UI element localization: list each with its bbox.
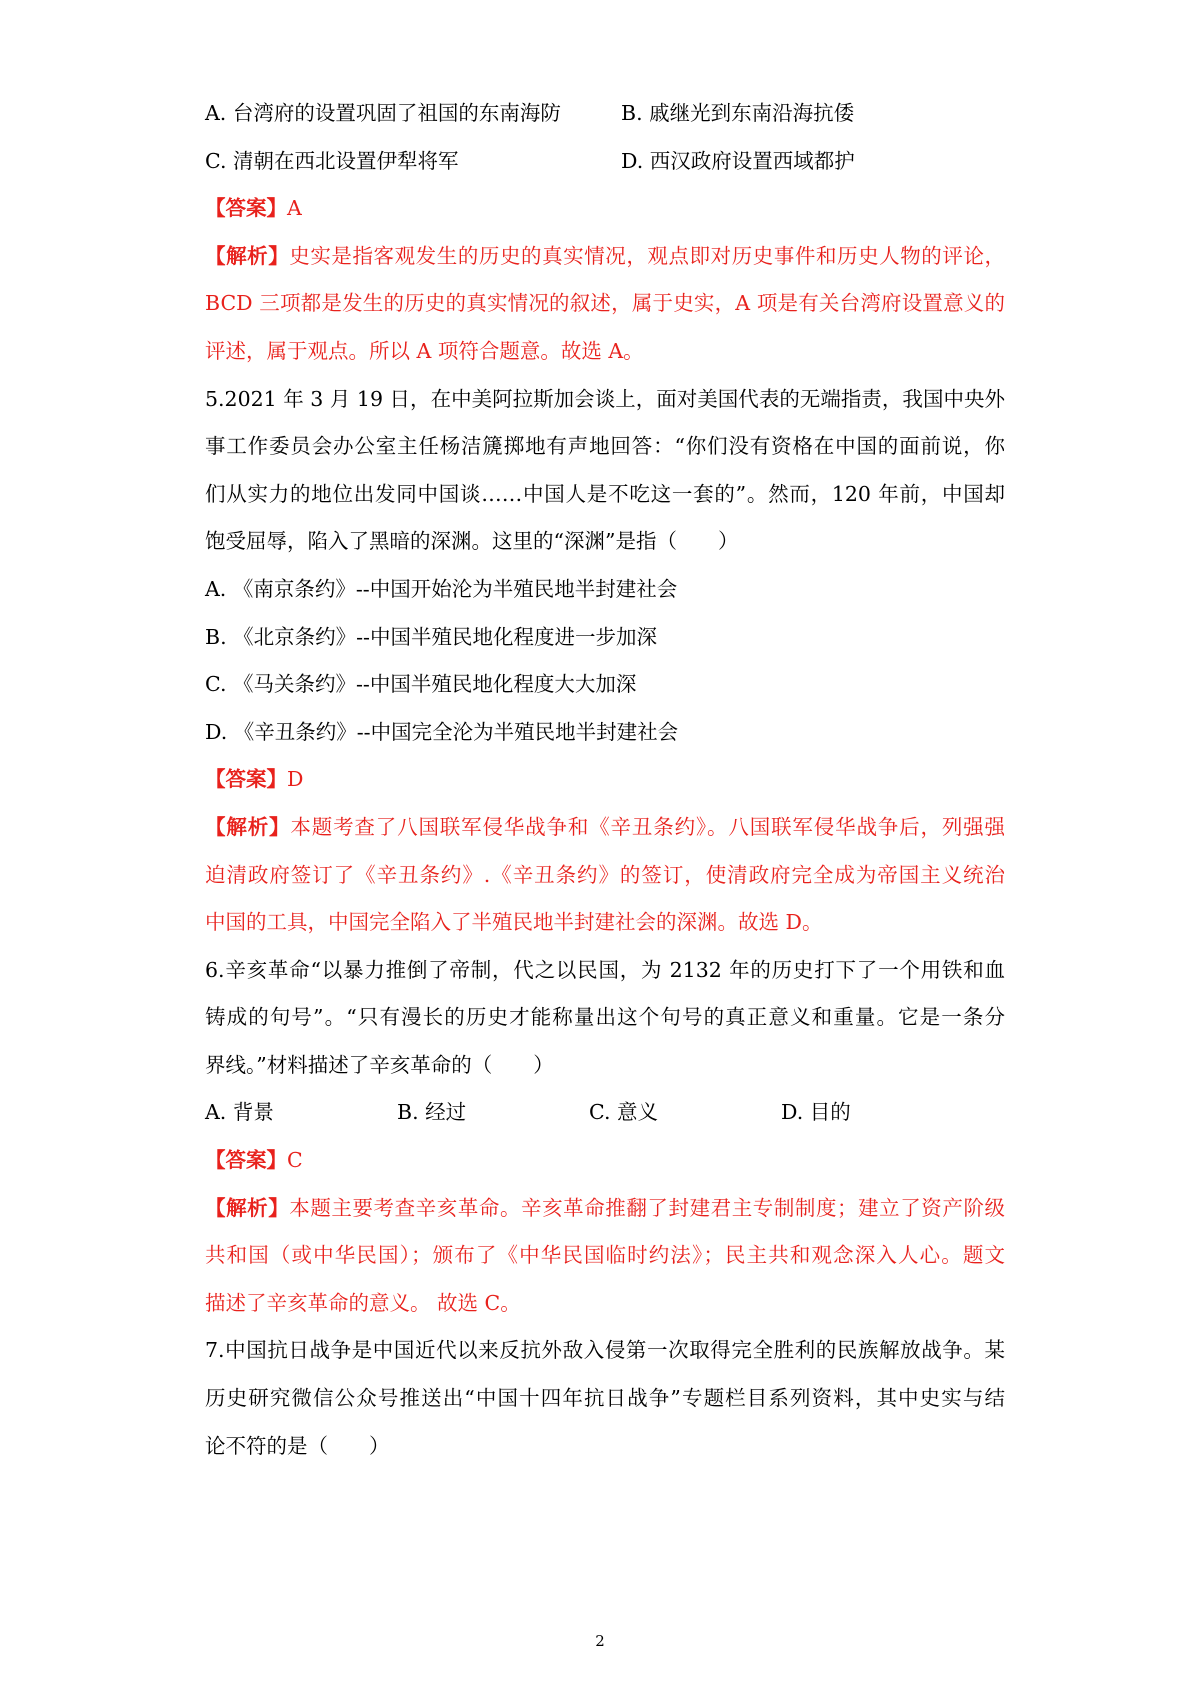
option-row [205,1089,1005,1137]
question-stem-line: 事工作委员会办公室主任杨洁篪掷地有声地回答：“你们没有资格在中国的面前说，你 [205,434,1005,459]
page-number: 2 [595,1632,605,1650]
question-stem-line: 饱受屈辱，陷入了黑暗的深渊。这里的“深渊”是指（ ） [205,529,739,554]
question-stem-line: 们从实力的地位出发同中国谈……中国人是不吃这一套的”。然而，120 年前，中国却 [205,481,1005,506]
option-b: B. 经过 [397,1100,467,1125]
analysis-line [205,233,1005,281]
option-c: C. 清朝在西北设置伊犁将军 [205,148,459,173]
question-stem-line: 铸成的句号”。“只有漫长的历史才能称量出这个句号的真正意义和重量。它是一条分 [205,1005,1005,1030]
question-stem-line: 历史研究微信公众号推送出“中国十四年抗日战争”专题栏目系列资料，其中史实与结 [205,1386,1005,1411]
option-c: C. 意义 [589,1100,658,1125]
answer-tag: 【答案】 [205,196,287,221]
option-a: A. 台湾府的设置巩固了祖国的东南海防 [205,101,561,125]
analysis-line: BCD 三项都是发生的历史的真实情况的叙述，属于史实，A 项是有关台湾府设置意义的 [205,291,1005,316]
question-stem-line: 5.2021 年 3 月 19 日，在中美阿拉斯加会谈上，面对美国代表的无端指责，我国中央外 [205,386,1005,411]
option-a: A. 背景 [205,1100,274,1125]
question-stem-line: 界线。”材料描述了辛亥革命的（ ） [205,1052,554,1077]
answer-tag: 【答案】 [205,1148,287,1173]
answer-value: C [287,1148,303,1173]
answer-tag: 【答案】 [205,767,287,792]
option-a: A. 《南京条约》--中国开始沦为半殖民地半封建社会 [205,576,678,601]
analysis-tag: 【解析】 [205,814,291,839]
option-row [205,90,1005,138]
analysis-line: 共和国（或中华民国）；颁布了《中华民国临时约法》；民主共和观念深入人心。题文 [205,1243,1005,1268]
answer-line [205,1137,1005,1185]
question-stem-line: 7.中国抗日战争是中国近代以来反抗外敌入侵第一次取得完全胜利的民族解放战争。某 [205,1338,1005,1363]
option-d: D. 《辛丑条约》--中国完全沦为半殖民地半封建社会 [205,719,679,744]
option-c: C. 《马关条约》--中国半殖民地化程度大大加深 [205,672,637,697]
analysis-line: 中国的工具，中国完全陷入了半殖民地半封建社会的深渊。故选 D。 [205,910,823,935]
analysis-text: 史实是指客观发生的历史的真实情况，观点即对历史事件和历史人物的评论， [289,243,1006,268]
option-b: B. 戚继光到东南沿海抗倭 [621,101,855,125]
answer-value: A [287,196,302,221]
option-row [205,138,1005,186]
option-b: B. 《北京条约》--中国半殖民地化程度进一步加深 [205,624,657,649]
option-d: D. 目的 [781,1100,851,1125]
answer-line [205,756,1005,804]
document-page [205,90,1005,1470]
analysis-tag: 【解析】 [205,1195,290,1220]
analysis-line [205,804,1005,852]
question-stem-line: 6.辛亥革命“以暴力推倒了帝制，代之以民国，为 2132 年的历史打下了一个用铁和血 [205,957,1005,982]
answer-line [205,185,1005,233]
analysis-tag: 【解析】 [205,243,290,268]
analysis-line [205,1185,1005,1233]
analysis-text: 本题主要考查辛亥革命。辛亥革命推翻了封建君主专制制度；建立了资产阶级 [289,1195,1006,1220]
question-stem-line: 论不符的是（ ） [205,1433,390,1458]
analysis-text: 本题考查了八国联军侵华战争和《辛丑条约》。八国联军侵华战争后，列强强 [290,814,1006,839]
analysis-line: 评述，属于观点。所以 A 项符合题意。故选 A。 [205,338,644,363]
option-d: D. 西汉政府设置西域都护 [621,148,855,173]
answer-value: D [287,767,304,792]
analysis-line: 描述了辛亥革命的意义。 故选 C。 [205,1290,521,1315]
analysis-line: 迫清政府签订了《辛丑条约》.《辛丑条约》的签订，使清政府完全成为帝国主义统治 [205,862,1005,887]
